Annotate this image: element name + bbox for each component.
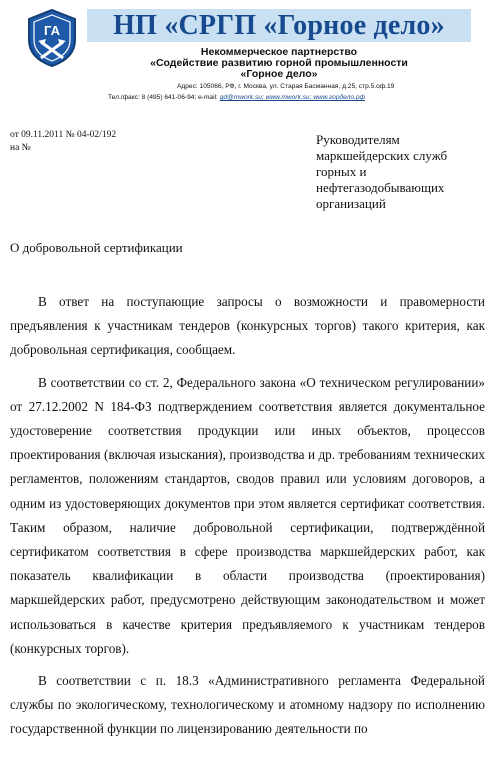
letter-body <box>10 290 485 750</box>
letterhead <box>0 0 495 108</box>
mining-logo-icon <box>26 8 78 68</box>
addressee-line: Руководителям <box>316 132 400 147</box>
logo-letters: ГА <box>44 23 60 38</box>
incoming-reference: на № <box>10 143 31 153</box>
addressee-line: организаций <box>316 196 386 211</box>
addressee-block <box>316 132 486 212</box>
org-subtitle-1: Некоммерческое партнерство <box>200 46 358 58</box>
org-subtitle-2: «Содействие развитию горной промышленности <box>150 57 408 69</box>
org-name: НП «СРГП «Горное дело» <box>113 9 445 41</box>
body-paragraph: В соответствии с п. 18.3 «Административного регламента Федеральной службы по экологическому, технологическому и атомному надзору по исполнению государственной функции по лицензированию деятельности по <box>10 673 485 737</box>
addressee-line: маркшейдерских служб <box>316 148 448 163</box>
addressee-line: горных и <box>316 164 367 179</box>
org-email-links[interactable]: gd@mwork.su; www.mwork.su; www.гордело.рф <box>219 94 365 101</box>
org-subtitle-3: «Горное дело» <box>240 68 318 80</box>
body-paragraph: В соответствии со ст. 2, Федерального закона «О техническом регулировании» от 27.12.2002 N 184-ФЗ подтверждением соответствия является документальное удостоверение соответствия продукции или иных объектов, процессов проектирования (включая изыскания), производства и др. требованиям технических регламентов, положениям стандартов, сводов правил или условиям договоров, а одним из удостоверяющих документов при этом является сертификат соответствия. Таким образом, наличие добровольной сертификации, подтверждённой сертификатом соответствия в сфере производства маркшейдерских работ, как показатель квалификации в области производства (проектирования) маркшейдерских работ, предусмотрено действующим законодательством и может использоваться в качестве критерия предъявляемого к участникам тендеров (конкурсных торгов). <box>10 374 485 656</box>
org-address: Адрес: 105066, РФ, г. Москва, ул. Старая Басманная, д.25, стр.5.оф.19 <box>177 83 395 90</box>
outgoing-reference: от 09.11.2011 № 04-02/192 <box>10 130 117 140</box>
org-phone: Тел./факс: 8 (495) 641-06-94; e-mail: <box>108 94 218 101</box>
letter-subject: О добровольной сертификации <box>10 240 183 255</box>
body-paragraph: В ответ на поступающие запросы о возможности и правомерности предъявления к участникам тендеров (конкурсных торгов) такого критерия, как добровольная сертификация, сообщаем. <box>10 294 485 358</box>
org-contacts <box>108 94 488 101</box>
addressee-line: нефтегазодобывающих <box>316 180 445 195</box>
org-name-band <box>87 9 471 42</box>
